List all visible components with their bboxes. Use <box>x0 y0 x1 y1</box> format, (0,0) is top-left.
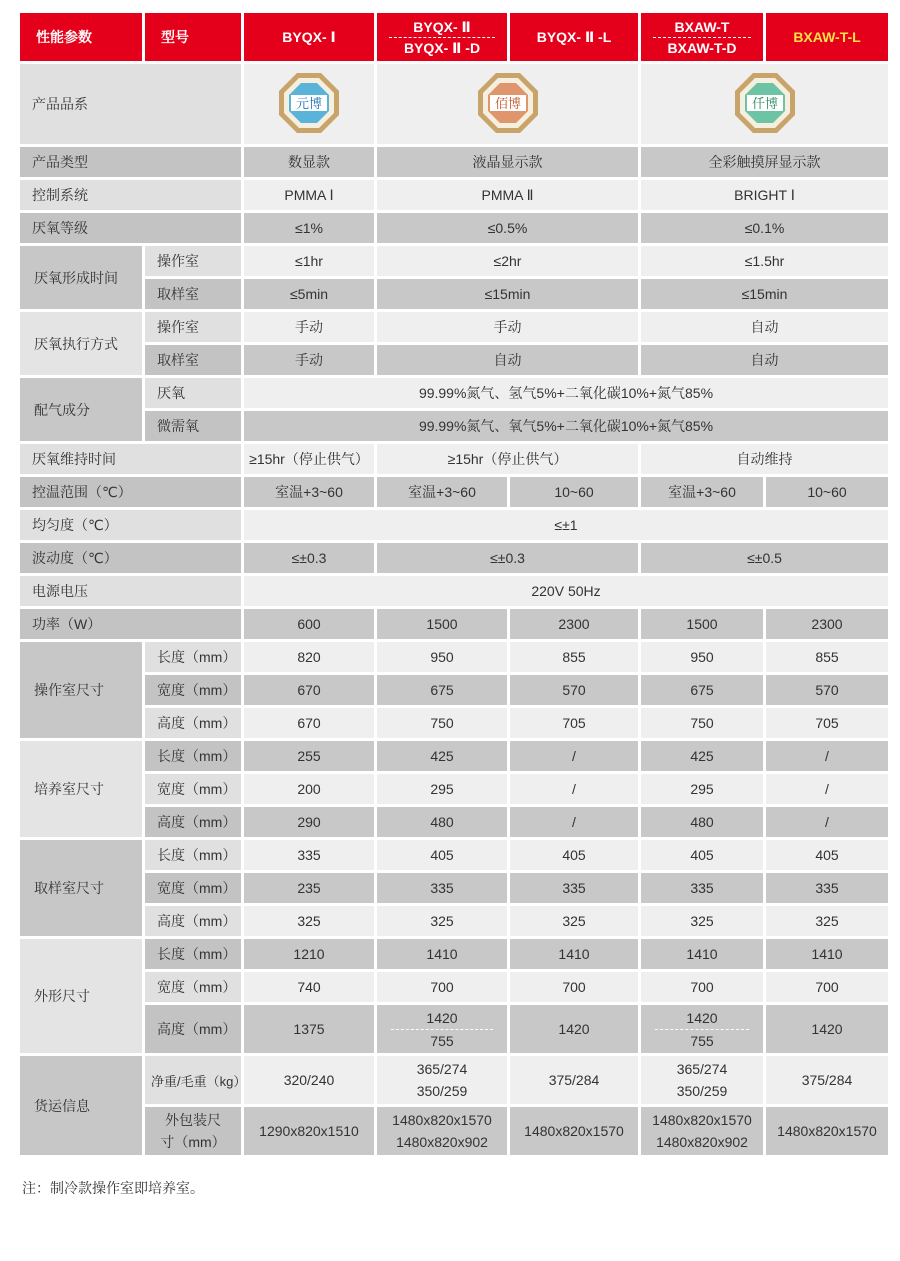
row-op-size-h <box>20 708 888 738</box>
row-power <box>20 609 888 639</box>
cell: 375/284 <box>510 1056 638 1104</box>
cell: 1480x820x1570 <box>510 1107 638 1155</box>
header-model-4a: BXAW-T <box>674 18 730 35</box>
cell: 室温+3~60 <box>377 477 507 507</box>
cell: 10~60 <box>510 477 638 507</box>
cell: 480 <box>377 807 507 837</box>
cell-top: 1420 <box>686 1009 718 1026</box>
cell: 290 <box>244 807 374 837</box>
cell: 1480x820x1570 <box>766 1107 888 1155</box>
label-exec: 厌氧执行方式 <box>20 312 142 375</box>
cell-top: 1480x820x1570 <box>652 1112 752 1128</box>
cell: 10~60 <box>766 477 888 507</box>
label-op: 操作室 <box>145 246 241 276</box>
label-hei: 高度（mm） <box>145 1005 241 1053</box>
row-sm-size-w <box>20 873 888 903</box>
cell: ≥15hr（停止供气） <box>377 444 638 474</box>
cell: 335 <box>641 873 763 903</box>
cell-split <box>641 1005 763 1053</box>
header-model-5: BXAW-T-L <box>766 13 888 61</box>
cell: 670 <box>244 708 374 738</box>
cell-top: 1420 <box>426 1009 458 1026</box>
row-exec-sm <box>20 345 888 375</box>
header-model-2b: BYQX- Ⅱ -D <box>403 39 481 56</box>
row-form-time-op <box>20 246 888 276</box>
cell: 335 <box>377 873 507 903</box>
cell: 自动 <box>641 312 888 342</box>
cell: 99.99%氮气、氢气5%+二氧化碳10%+氮气85% <box>244 378 888 408</box>
cell: 675 <box>377 675 507 705</box>
cell-top: 365/274 <box>676 1061 728 1077</box>
label-op: 操作室 <box>145 312 241 342</box>
row-control <box>20 180 888 210</box>
row-op-size-w <box>20 675 888 705</box>
label-power: 功率（W） <box>20 609 241 639</box>
cell: 700 <box>510 972 638 1002</box>
logo-text-1: 元博 <box>295 96 323 112</box>
logo-cell-2 <box>377 64 638 144</box>
spec-table <box>17 10 891 1158</box>
cell: 220V 50Hz <box>244 576 888 606</box>
cell: 99.99%氮气、氧气5%+二氧化碳10%+氮气85% <box>244 411 888 441</box>
label-gas-a: 厌氧 <box>145 378 241 408</box>
cell: ≤1hr <box>244 246 374 276</box>
label-keep: 厌氧维持时间 <box>20 444 241 474</box>
cell: 325 <box>766 906 888 936</box>
label-fluct: 波动度（℃） <box>20 543 241 573</box>
header-model-2 <box>377 13 507 61</box>
cell: 1500 <box>377 609 507 639</box>
cell: 750 <box>377 708 507 738</box>
header-row <box>20 13 888 61</box>
header-model-4 <box>641 13 763 61</box>
cell: 235 <box>244 873 374 903</box>
cell: 自动 <box>377 345 638 375</box>
cell-top: 1480x820x1570 <box>392 1112 492 1128</box>
cell: 405 <box>510 840 638 870</box>
cell: 200 <box>244 774 374 804</box>
cell: 1420 <box>510 1005 638 1053</box>
header-model-3: BYQX- Ⅱ -L <box>510 13 638 61</box>
row-op-size-l <box>20 642 888 672</box>
label-uniform: 均匀度（℃） <box>20 510 241 540</box>
label-sm-size: 取样室尺寸 <box>20 840 142 936</box>
row-exec-op <box>20 312 888 342</box>
label-wid: 宽度（mm） <box>145 873 241 903</box>
cell: 425 <box>377 741 507 771</box>
cell: 570 <box>510 675 638 705</box>
cell: / <box>510 741 638 771</box>
row-uniform <box>20 510 888 540</box>
cell: 750 <box>641 708 763 738</box>
cell: 480 <box>641 807 763 837</box>
row-sm-size-h <box>20 906 888 936</box>
cell: 1420 <box>766 1005 888 1053</box>
cell: 570 <box>766 675 888 705</box>
cell-bottom: 350/259 <box>676 1083 728 1099</box>
label-weight: 净重/毛重（kg） <box>145 1056 241 1104</box>
cell: 液晶显示款 <box>377 147 638 177</box>
cell: ≤±0.3 <box>377 543 638 573</box>
cell: 670 <box>244 675 374 705</box>
cell: 325 <box>510 906 638 936</box>
cell: 325 <box>641 906 763 936</box>
cell: ≤±0.5 <box>641 543 888 573</box>
cell: 325 <box>377 906 507 936</box>
cell: BRIGHT Ⅰ <box>641 180 888 210</box>
cell: 740 <box>244 972 374 1002</box>
label-op-size: 操作室尺寸 <box>20 642 142 738</box>
cell: 手动 <box>244 312 374 342</box>
label-level: 厌氧等级 <box>20 213 241 243</box>
cell: 425 <box>641 741 763 771</box>
row-cul-size-h <box>20 807 888 837</box>
cell: 335 <box>244 840 374 870</box>
cell: ≤15min <box>377 279 638 309</box>
logo-text-2: 佰博 <box>494 96 521 112</box>
label-power-v: 电源电压 <box>20 576 241 606</box>
cell: 1410 <box>377 939 507 969</box>
cell: ≤1% <box>244 213 374 243</box>
cell: 1500 <box>641 609 763 639</box>
cell: PMMA Ⅰ <box>244 180 374 210</box>
label-wid: 宽度（mm） <box>145 972 241 1002</box>
logo-text-3: 仟博 <box>751 96 778 112</box>
cell-split <box>377 1056 507 1104</box>
cell: ≤±1 <box>244 510 888 540</box>
cell: 255 <box>244 741 374 771</box>
row-fluct <box>20 543 888 573</box>
label-series: 产品品系 <box>20 64 241 144</box>
cell: ≤15min <box>641 279 888 309</box>
label-ship: 货运信息 <box>20 1056 142 1155</box>
cell: ≤5min <box>244 279 374 309</box>
cell: 675 <box>641 675 763 705</box>
cell: / <box>766 807 888 837</box>
label-pack-a: 外包装尺 <box>165 1112 221 1128</box>
label-gas: 配气成分 <box>20 378 142 441</box>
cell: 705 <box>510 708 638 738</box>
cell: 自动 <box>641 345 888 375</box>
cell-split <box>377 1005 507 1053</box>
cell: 600 <box>244 609 374 639</box>
cell: 705 <box>766 708 888 738</box>
cell: ≤±0.3 <box>244 543 374 573</box>
label-control: 控制系统 <box>20 180 241 210</box>
cell: 手动 <box>244 345 374 375</box>
label-len: 长度（mm） <box>145 840 241 870</box>
row-level <box>20 213 888 243</box>
cell: / <box>766 741 888 771</box>
cell: 室温+3~60 <box>641 477 763 507</box>
cell: 335 <box>766 873 888 903</box>
cell: 855 <box>766 642 888 672</box>
label-gas-b: 微需氧 <box>145 411 241 441</box>
row-keep <box>20 444 888 474</box>
row-cul-size-w <box>20 774 888 804</box>
label-sm: 取样室 <box>145 279 241 309</box>
row-sm-size-l <box>20 840 888 870</box>
cell: 自动维持 <box>641 444 888 474</box>
cell-bottom: 755 <box>690 1032 714 1049</box>
row-out-size-l <box>20 939 888 969</box>
row-series <box>20 64 888 144</box>
row-ship-pack <box>20 1107 888 1155</box>
row-ship-weight <box>20 1056 888 1104</box>
row-type <box>20 147 888 177</box>
label-pack <box>145 1107 241 1155</box>
cell: 2300 <box>510 609 638 639</box>
row-gas-b <box>20 411 888 441</box>
row-temp <box>20 477 888 507</box>
cell: 1375 <box>244 1005 374 1053</box>
row-out-size-w <box>20 972 888 1002</box>
cell-bottom: 350/259 <box>416 1083 468 1099</box>
header-model: 型号 <box>145 13 241 61</box>
cell: 405 <box>377 840 507 870</box>
cell: 405 <box>766 840 888 870</box>
row-out-size-h <box>20 1005 888 1053</box>
cell: ≥15hr（停止供气） <box>244 444 374 474</box>
cell: 1410 <box>766 939 888 969</box>
cell: 1290x820x1510 <box>244 1107 374 1155</box>
label-cul-size: 培养室尺寸 <box>20 741 142 837</box>
header-params: 性能参数 <box>20 13 142 61</box>
octagon-badge-orange-icon <box>476 71 540 135</box>
label-wid: 宽度（mm） <box>145 774 241 804</box>
cell-bottom: 1480x820x902 <box>656 1134 748 1150</box>
cell: 375/284 <box>766 1056 888 1104</box>
cell: 手动 <box>377 312 638 342</box>
label-len: 长度（mm） <box>145 939 241 969</box>
cell: 700 <box>377 972 507 1002</box>
cell: 295 <box>377 774 507 804</box>
cell: 1410 <box>641 939 763 969</box>
octagon-badge-green-icon <box>733 71 797 135</box>
spec-table-wrapper <box>20 10 890 1158</box>
label-len: 长度（mm） <box>145 642 241 672</box>
row-form-time-sm <box>20 279 888 309</box>
cell: ≤0.1% <box>641 213 888 243</box>
cell-split <box>377 1107 507 1155</box>
footnote: 注：制冷款操作室即培养室。 <box>22 1180 204 1196</box>
cell: PMMA Ⅱ <box>377 180 638 210</box>
label-sm: 取样室 <box>145 345 241 375</box>
cell: ≤2hr <box>377 246 638 276</box>
cell: / <box>510 807 638 837</box>
label-hei: 高度（mm） <box>145 708 241 738</box>
row-power-v <box>20 576 888 606</box>
label-hei: 高度（mm） <box>145 807 241 837</box>
cell: / <box>510 774 638 804</box>
cell: 700 <box>766 972 888 1002</box>
cell: 2300 <box>766 609 888 639</box>
cell-split <box>641 1056 763 1104</box>
logo-cell-3 <box>641 64 888 144</box>
cell: 295 <box>641 774 763 804</box>
cell-split <box>641 1107 763 1155</box>
label-temp: 控温范围（℃） <box>20 477 241 507</box>
cell: 700 <box>641 972 763 1002</box>
label-out-size: 外形尺寸 <box>20 939 142 1053</box>
cell-bottom: 755 <box>430 1032 454 1049</box>
label-pack-b: 寸（mm） <box>160 1134 226 1150</box>
label-len: 长度（mm） <box>145 741 241 771</box>
label-wid: 宽度（mm） <box>145 675 241 705</box>
row-gas-a <box>20 378 888 408</box>
cell: 820 <box>244 642 374 672</box>
cell: 950 <box>641 642 763 672</box>
cell: 1210 <box>244 939 374 969</box>
cell: 325 <box>244 906 374 936</box>
octagon-badge-blue-icon <box>277 71 341 135</box>
cell: 1410 <box>510 939 638 969</box>
cell-bottom: 1480x820x902 <box>396 1134 488 1150</box>
cell: / <box>766 774 888 804</box>
cell: 335 <box>510 873 638 903</box>
cell-top: 365/274 <box>416 1061 468 1077</box>
row-cul-size-l <box>20 741 888 771</box>
cell: 全彩触摸屏显示款 <box>641 147 888 177</box>
label-type: 产品类型 <box>20 147 241 177</box>
cell: 320/240 <box>244 1056 374 1104</box>
cell: 405 <box>641 840 763 870</box>
label-hei: 高度（mm） <box>145 906 241 936</box>
header-model-1: BYQX- Ⅰ <box>244 13 374 61</box>
cell: 室温+3~60 <box>244 477 374 507</box>
header-model-4b: BXAW-T-D <box>667 39 737 56</box>
cell: ≤1.5hr <box>641 246 888 276</box>
cell: 855 <box>510 642 638 672</box>
label-form-time: 厌氧形成时间 <box>20 246 142 309</box>
cell: 950 <box>377 642 507 672</box>
header-model-2a: BYQX- Ⅱ <box>413 18 471 35</box>
cell: ≤0.5% <box>377 213 638 243</box>
logo-cell-1 <box>244 64 374 144</box>
cell: 数显款 <box>244 147 374 177</box>
